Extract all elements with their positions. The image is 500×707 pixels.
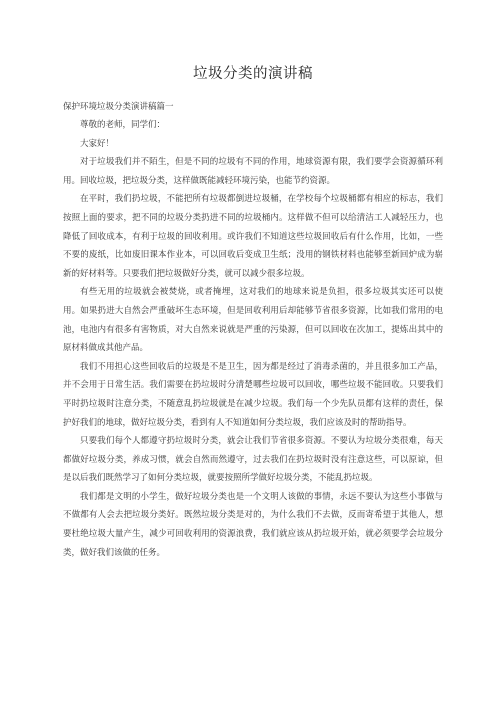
document-subtitle: 保护环境垃圾分类演讲稿篇一: [63, 102, 174, 112]
paragraph-salutation: 尊敬的老师，同学们：: [80, 120, 166, 130]
paragraph-greeting: 大家好！: [80, 138, 115, 149]
document-page: [63, 64, 443, 562]
paragraph-body: 对于垃圾我们并不陌生，但是不同的垃圾有不同的作用，地球资源有限，我们要学会资源循环利用。回收垃圾，把垃圾分类，这样做既能减轻环境污染，也能节约资源。: [63, 157, 443, 186]
paragraph-body: 在平时，我们扔垃圾，不能把所有垃圾都倒进垃圾桶，在学校每个垃圾桶都有相应的标志，我们按照上面的要求，把不同的垃圾分类扔进不同的垃圾桶内。这样做不但可以给清洁工人减轻压力，也降低了回收成本，有利于垃圾的回收利用。或许我们不知道这些垃圾回收后有什么作用，比如，一些不要的废纸，比如废旧课本作业本，可以回收后变成卫生纸；没用的钢铁材料也能够至新回炉成为崭新的好材料等。只要我们把垃圾做好分类，就可以减少很多垃圾。: [63, 194, 443, 279]
document-title: 垃圾分类的演讲稿: [193, 66, 313, 82]
paragraph-body: 有些无用的垃圾就会被焚烧，或者掩埋，这对我们的地球来说是负担，很多垃圾其实还可以使用。如果扔进大自然会严重破坏生态环境，但是回收利用后却能够节省很多资源，比如我们常用的电池，电池内有很多有害物质，对大自然来说就是严重的污染源，但可以回收在次加工，提炼出其中的原材料做成其他产品。: [63, 287, 443, 354]
paragraph-body: 我们不用担心这些回收后的垃圾是不是卫生，因为都是经过了消毒杀菌的，并且很多加工产品，并不会用于日常生活。我们需要在扔垃圾时分清楚哪些垃圾可以回收，哪些垃圾不能回收。只要我们平时扔垃圾时注意分类，不随意乱扔垃圾就是在减少垃圾。我们每一个少先队员都有这样的责任，保护好我们的地球，做好垃圾分类，看到有人不知道如何分类垃圾，我们应该及时的帮助指导。: [63, 361, 443, 428]
paragraph-body: 我们都是文明的小学生，做好垃圾分类也是一个文明人该做的事情，永远不要认为这些小事做与不做都有人会去把垃圾分类好。既然垃圾分类是对的，为什么我们不去做，反而寄希望于其他人，想要杜绝垃圾大量产生，减少可回收利用的资源浪费，我们就应该从扔垃圾开始，就必须要学会垃圾分类，做好我们该做的任务。: [63, 491, 443, 558]
paragraph-body: 只要我们每个人都遵守扔垃圾时分类，就会让我们节省很多资源。不要认为垃圾分类很难，每天都做好垃圾分类，养成习惯，就会自然而然遵守，过去我们在扔垃圾时没有注意这些，可以原谅，但是以后我们既然学习了如何分类垃圾，就要按照所学做好垃圾分类，不能乱扔垃圾。: [63, 436, 443, 484]
